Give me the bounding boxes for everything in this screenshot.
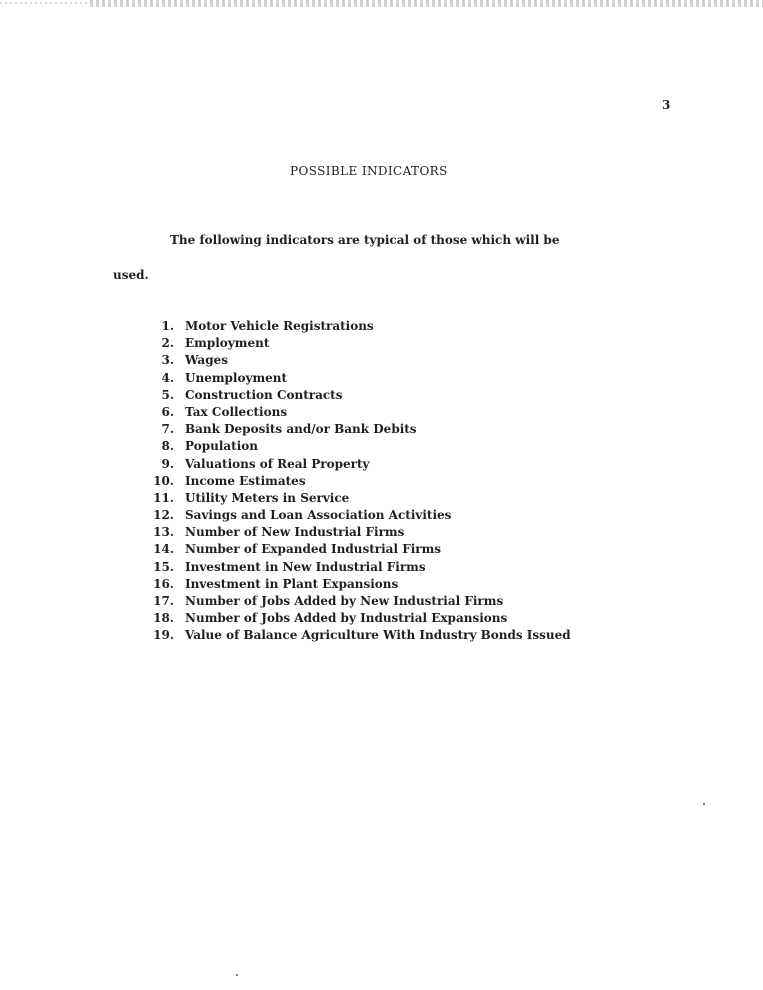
intro-paragraph-line-2: used. (113, 268, 149, 282)
indicator-number: 4. (161, 370, 174, 385)
indicator-number: 3. (161, 353, 174, 368)
indicator-number: 8. (161, 439, 174, 454)
indicator-number: 15. (153, 559, 174, 574)
indicator-text: Wages (185, 353, 228, 368)
indicator-text: Investment in Plant Expansions (185, 576, 399, 591)
indicator-number: 7. (161, 422, 174, 437)
indicator-text: Value of Balance Agriculture With Industry Bonds Issued (185, 628, 571, 643)
scan-edge-marks-left (0, 2, 90, 4)
indicator-text: Number of New Industrial Firms (185, 525, 405, 540)
indicator-text: Employment (185, 336, 270, 351)
indicator-text: Savings and Loan Association Activities (185, 508, 452, 523)
indicator-number: 13. (153, 525, 174, 540)
indicator-text: Income Estimates (185, 473, 306, 488)
indicator-text: Construction Contracts (185, 387, 343, 402)
indicator-text: Number of Jobs Added by Industrial Expansions (185, 611, 508, 626)
indicator-text: Utility Meters in Service (185, 490, 350, 505)
indicator-text: Tax Collections (185, 404, 288, 419)
indicator-number: 10. (153, 473, 174, 488)
intro-paragraph-line-1: The following indicators are typical of those which will be (170, 233, 560, 247)
indicator-text: Valuations of Real Property (185, 456, 370, 471)
indicator-text: Bank Deposits and/or Bank Debits (185, 422, 417, 437)
page-number: 3 (662, 98, 671, 112)
indicator-text: Population (185, 439, 258, 454)
scan-speck (703, 803, 705, 805)
indicator-number: 11. (153, 490, 174, 505)
indicator-number: 18. (153, 611, 174, 626)
indicator-number: 16. (153, 576, 174, 591)
indicator-number: 6. (161, 404, 174, 419)
indicator-number: 5. (161, 387, 174, 402)
indicator-number: 19. (153, 628, 174, 643)
indicator-number: 2. (161, 336, 174, 351)
indicator-text: Number of Jobs Added by New Industrial Firms (185, 594, 504, 608)
indicator-number: 1. (161, 319, 174, 333)
section-heading: POSSIBLE INDICATORS (290, 164, 448, 178)
scan-edge-marks (90, 0, 763, 7)
indicator-number: 12. (153, 508, 174, 523)
indicator-number: 17. (153, 594, 174, 608)
indicator-text: Investment in New Industrial Firms (185, 559, 426, 574)
indicator-text: Motor Vehicle Registrations (185, 319, 374, 333)
indicator-text: Unemployment (185, 370, 288, 385)
indicator-text: Number of Expanded Industrial Firms (185, 542, 442, 557)
indicator-number: 14. (153, 542, 174, 557)
scan-speck (236, 974, 238, 976)
indicator-number: 9. (161, 456, 174, 471)
